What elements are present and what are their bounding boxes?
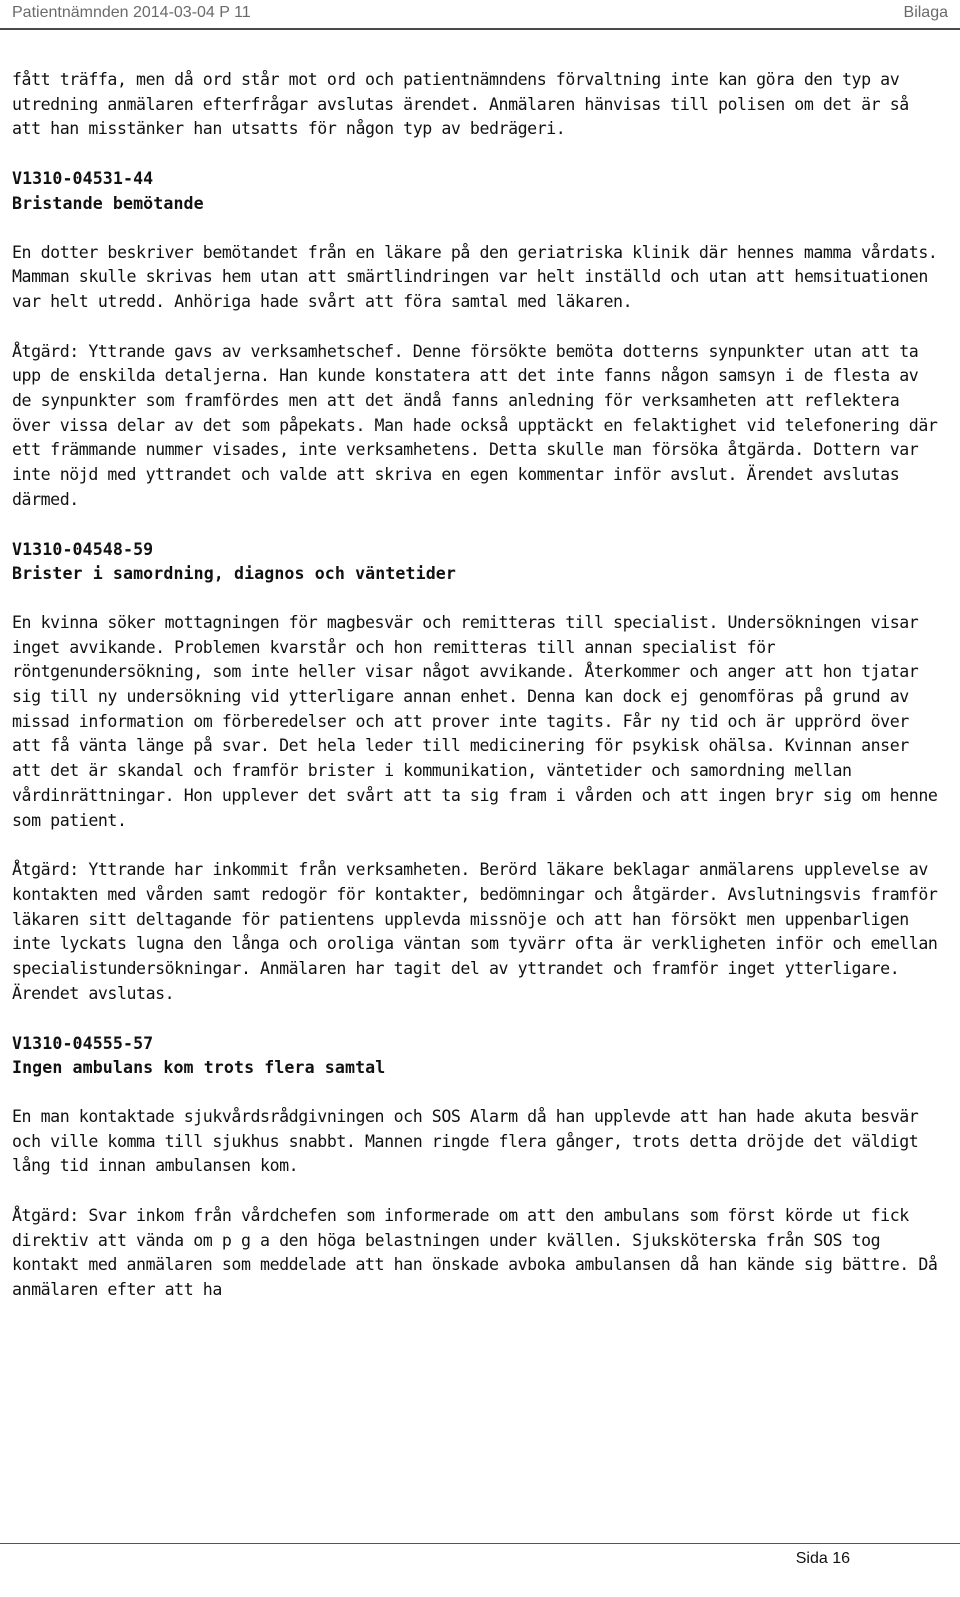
case-id: V1310-04548-59	[12, 539, 154, 559]
case-id: V1310-04531-44	[12, 169, 154, 189]
case-section	[12, 167, 942, 512]
case-action: Åtgärd: Svar inkom från vårdchefen som informerade om att den ambulans som först körde ut fick direktiv att vända om p g a den höga belastningen under kvällen. Sjuksköterska från SOS tog kontakt med anmälaren som meddelade att han önskade avboka ambulansen då han kände sig bättre. Då anmälaren efter att ha	[12, 1206, 938, 1300]
header-document-title: Patientnämnden 2014-03-04 P 11	[12, 4, 251, 21]
case-title: Brister i samordning, diagnos och väntetider	[12, 564, 456, 584]
case-description: En kvinna söker mottagningen för magbesvär och remitteras till specialist. Undersökningen visar inget avvikande. Problemen kvarstår och hon remitteras till annan specialist för röntgenundersökning, som inte heller visar något avvikande. Återkommer och anger att hon tjatar sig till ny undersökning vid ytterligare annan enhet. Denna kan dock ej genomföras på grund av missad information om förberedelser och att prover inte tagits. Får ny tid och är upprörd över att få vänta länge på svar. Det hela leder till medicinering för psykisk ohälsa. Kvinnan anser att det är skandal och framför brister i kommunikation, väntetider och samordning mellan vårdinrättningar. Hon upplever det svårt att ta sig fram i vården och att ingen bryr sig om henne som patient.	[12, 612, 938, 830]
case-action: Åtgärd: Yttrande har inkommit från verksamheten. Berörd läkare beklagar anmälarens upplevelse av kontakten med vården samt redogör för kontakter, bedömningar och åtgärder. Avslutningsvis framför läkaren sitt deltagande för patientens upplevda missnöje och att han försökt men uppenbarligen inte lyckats lugna den långa och oroliga väntan som tyvärr ofta är verkligheten inför och emellan specialistundersökningar. Anmälaren har tagit del av yttrandet och framför inget ytterligare. Ärendet avslutas.	[12, 860, 938, 1003]
case-description: En dotter beskriver bemötandet från en läkare på den geriatriska klinik där hennes mamma vårdats. Mamman skulle skrivas hem utan att smärtlindringen var helt inställd och utan att hemsituationen var helt utredd. Anhöriga hade svårt att föra samtal med läkaren.	[12, 242, 938, 311]
case-title: Bristande bemötande	[12, 193, 204, 213]
case-section	[12, 538, 942, 1007]
case-id: V1310-04555-57	[12, 1033, 154, 1053]
page-header	[0, 0, 960, 30]
case-action: Åtgärd: Yttrande gavs av verksamhetschef. Denne försökte bemöta dotterns synpunkter utan att ta upp de enskilda detaljerna. Han kunde konstatera att det inte fanns någon samsyn i de flesta av de synpunkter som framfördes men att det ändå fanns anledning för verksamheten att reflektera över vissa delar av det som påpekats. Man hade också upptäckt en felaktighet vid telefonering där ett främmande nummer visades, inte verksamhetens. Detta skulle man försöka åtgärda. Dottern var inte nöjd med yttrandet och valde att skriva en egen kommentar inför avslut. Ärendet avslutas därmed.	[12, 341, 938, 509]
page-footer	[0, 1543, 960, 1567]
case-section	[12, 1032, 942, 1303]
header-attachment-label: Bilaga	[903, 4, 948, 21]
case-title: Ingen ambulans kom trots flera samtal	[12, 1058, 386, 1078]
case-description: En man kontaktade sjukvårdsrådgivningen och SOS Alarm då han upplevde att han hade akuta besvär och ville komma till sjukhus snabbt. Mannen ringde flera gånger, trots detta dröjde det väldigt lång tid innan ambulansen kom.	[12, 1106, 919, 1176]
intro-paragraph: fått träffa, men då ord står mot ord och patientnämndens förvaltning inte kan göra den typ av utredning anmälaren efterfrågar avslutas ärendet. Anmälaren hänvisas till polisen om det är så att han misstänker han utsatts för någon typ av bedrägeri.	[12, 70, 909, 139]
document-body	[12, 68, 942, 1328]
page-number: Sida 16	[795, 1550, 850, 1567]
